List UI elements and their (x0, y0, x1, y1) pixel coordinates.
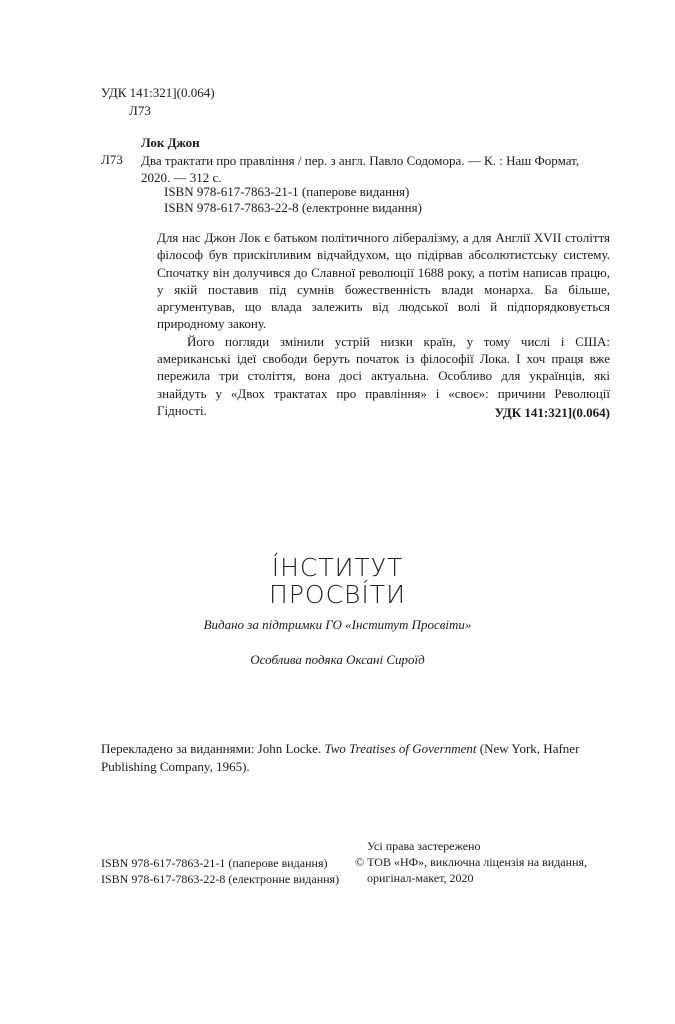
translation-source (101, 740, 611, 776)
rights-line-1: Усі права застережено (367, 839, 481, 853)
bib-line-2: 2020. — 312 с. (141, 170, 222, 185)
support-note: Видано за підтримки ГО «Інститут Просвіти» (203, 617, 472, 632)
original-title: Two Treatises of Government (324, 741, 477, 756)
copyright-block (355, 838, 587, 886)
isbn-digital: ISBN 978-617-7863-22-8 (електронне видання) (164, 200, 422, 215)
isbn-print: ISBN 978-617-7863-21-1 (паперове видання) (164, 184, 410, 199)
bibliographic-record (141, 152, 611, 186)
author-name: Лок Джон (141, 135, 200, 150)
author-mark-left: Л73 (101, 152, 123, 167)
rights-line-3: оригінал-макет, 2020 (367, 871, 474, 885)
translation-prefix: Перекладено за виданнями: John Locke. (101, 741, 325, 756)
abstract (157, 229, 610, 419)
logo-line-2: ПРОСВÍТИ (269, 580, 406, 609)
abstract-paragraph-1: Для нас Джон Лок є батьком політичного лібералізму, а для Англії XVII століття філософ був прискіпливим відчайдухом, що підірвав абсолютистську систему. Спочатку він долучився до Славної революції 1688 року, а потім написав працю, у якій поставив під сумнів божественність влади монарха. Ба більше, аргументував, що влада залежить від людської волі й підпорядковується природному закону. (157, 230, 610, 332)
bib-line-1: Два трактати про правління / пер. з англ. Павло Содомора. — К. : Наш Формат, (141, 153, 580, 168)
institute-logo (0, 554, 675, 608)
udk-code: УДК 141:321](0.064) (101, 85, 215, 100)
logo-line-1: ÍНСТИТУТ (271, 553, 404, 582)
rights-line-2: © ТОВ «НФ», виключна ліцензія на видання, (355, 855, 588, 869)
abstract-paragraph-2: Його погляди змінили устрій низки країн, у тому числі і США: американські ідеї свободи беруть початок із філософії Лока. І хоч праця вже пережила три століття, вона досі актуальна. Особливо для українців, які знайдуть у «Двох трактатах про правління» і «своє»: причини Революції Гідності. (157, 333, 610, 418)
translation-suffix: (New York, Hafner Publishing Company, 1965). (101, 741, 580, 774)
isbn-block (164, 184, 422, 216)
author-mark: Л73 (129, 103, 151, 118)
footer-isbn-digital: ISBN 978-617-7863-22-8 (електронне видання) (101, 872, 340, 886)
udk-header (101, 84, 215, 120)
udk-bottom: УДК 141:321](0.064) (494, 405, 610, 420)
thanks-note: Особлива подяка Оксані Сироїд (250, 652, 425, 667)
footer-isbn-print: ISBN 978-617-7863-21-1 (паперове видання) (101, 856, 328, 870)
footer-isbn (101, 855, 339, 887)
